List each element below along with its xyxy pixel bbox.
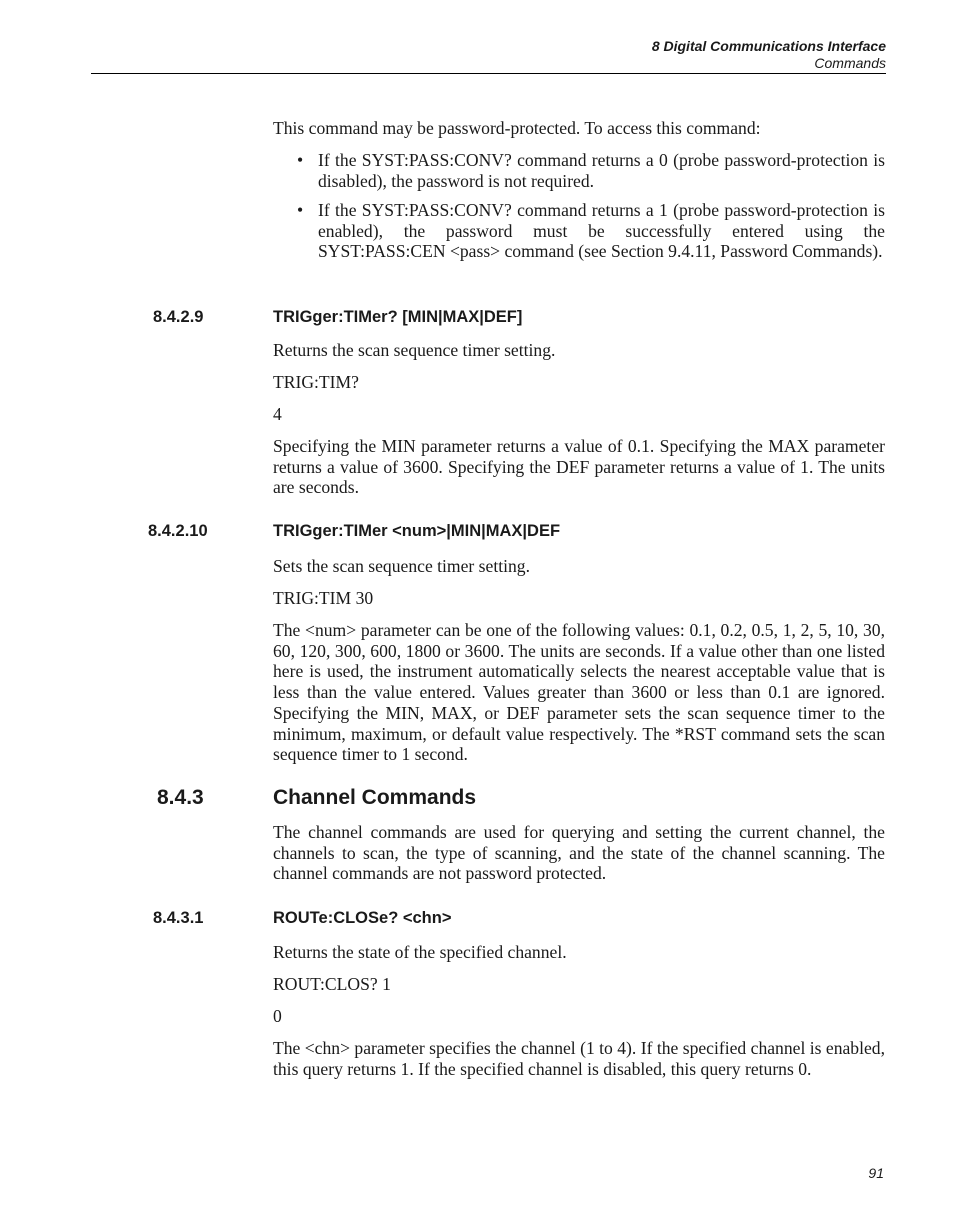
command-example: ROUT:CLOS? 1 <box>273 974 391 994</box>
intro-text: This command may be password-protected. To access this command: <box>273 118 761 138</box>
bullet-icon: • <box>297 150 304 170</box>
command-example: TRIG:TIM 30 <box>273 588 374 608</box>
section-paragraph <box>273 822 885 884</box>
running-header <box>652 38 886 72</box>
command-response: 0 <box>273 1006 282 1026</box>
command-response: 4 <box>273 404 282 424</box>
section-title: TRIGger:TIMer <num>|MIN|MAX|DEF <box>273 522 561 540</box>
section-number: 8.4.3.1 <box>153 909 204 927</box>
intro-paragraph <box>273 118 885 139</box>
command-example: TRIG:TIM? <box>273 372 359 392</box>
section-number: 8.4.3 <box>157 786 204 809</box>
bullet-icon: • <box>297 200 304 220</box>
note-text: The <chn> parameter specifies the channel (1 to 4). If the specified channel is enabled, this query returns 1. If the specified channel is disabled, this query returns 0. <box>273 1038 885 1079</box>
bullet-text: If the SYST:PASS:CONV? command returns a 1 (probe password-protection is enabled), the password must be successfully entered using the SYST:PASS:CEN <pass> command (see Section 9.4.11, Password Commands). <box>318 200 885 262</box>
section-note <box>273 436 885 498</box>
note-text: Specifying the MIN parameter returns a value of 0.1. Specifying the MAX parameter returns a value of 3600. Specifying the DEF parameter returns a value of 1. The units are seconds. <box>273 436 885 498</box>
paragraph-text: The channel commands are used for querying and setting the current channel, the channels to scan, the type of scanning, and the state of the channel scanning. The channel commands are not password protected. <box>273 822 885 884</box>
section-note <box>273 620 885 765</box>
section-note <box>273 1038 885 1079</box>
section-number: 8.4.2.10 <box>148 522 208 540</box>
header-chapter: 8 Digital Communications Interface <box>651 38 886 54</box>
section-title: TRIGger:TIMer? [MIN|MAX|DEF] <box>273 308 523 326</box>
list-item <box>273 200 885 262</box>
list-item <box>273 150 885 191</box>
bullet-text: If the SYST:PASS:CONV? command returns a 0 (probe password-protection is disabled), the password is not required. <box>318 150 885 191</box>
section-title: ROUTe:CLOSe? <chn> <box>273 909 452 927</box>
section-description: Returns the scan sequence timer setting. <box>273 340 556 360</box>
note-text: The <num> parameter can be one of the following values: 0.1, 0.2, 0.5, 1, 2, 5, 10, 30, 60, 120, 300, 600, 1800 or 3600. The units are seconds. If a value other than one listed here is used, the instrument automatically selects the nearest acceptable value that is less than the value entered. Values greater than 3600 or less than 0.1 are ignored. Specifying the MIN, MAX, or DEF parameter sets the scan sequence timer to the minimum, maximum, or default value respectively. The *RST command sets the scan sequence timer to 1 second. <box>273 620 885 765</box>
header-rule <box>91 73 886 74</box>
header-section: Commands <box>814 55 886 71</box>
page-number: 91 <box>868 1165 884 1181</box>
section-number: 8.4.2.9 <box>153 308 204 326</box>
section-description: Sets the scan sequence timer setting. <box>273 556 530 576</box>
section-title: Channel Commands <box>273 786 477 809</box>
section-description: Returns the state of the specified channel. <box>273 942 567 962</box>
